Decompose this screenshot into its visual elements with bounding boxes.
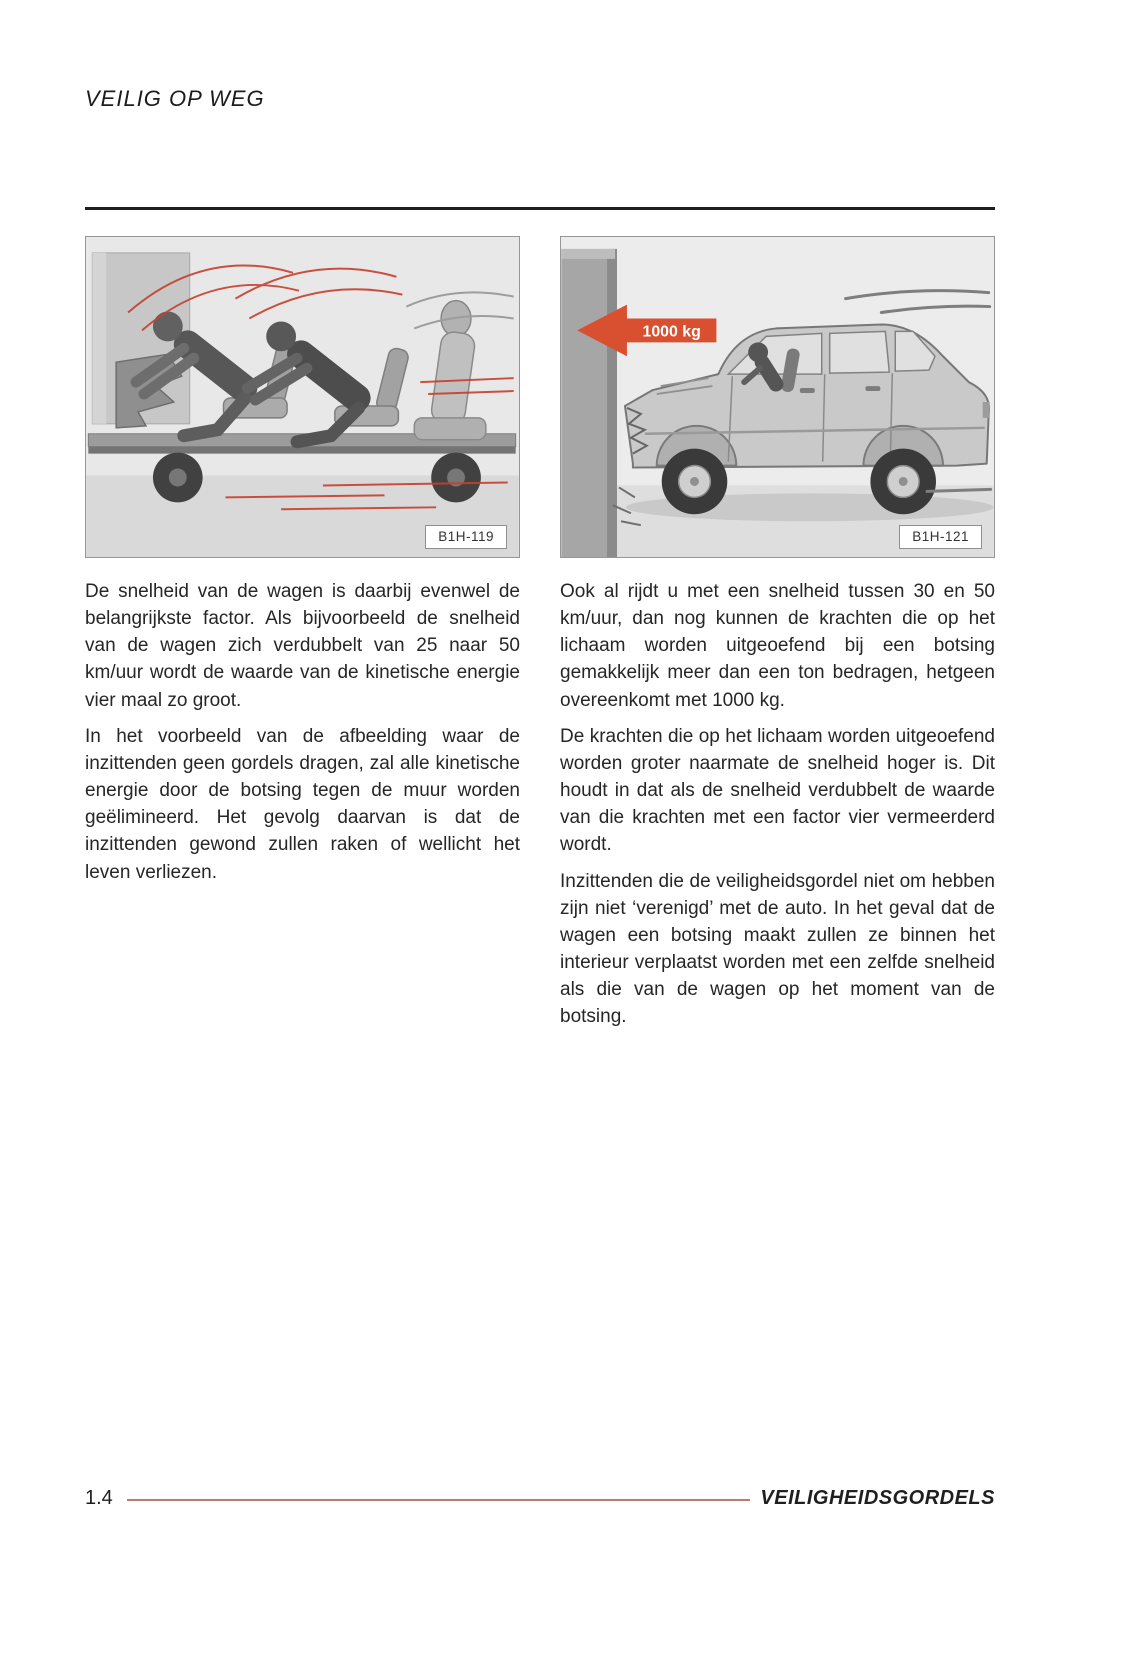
right-text-column [560,578,995,1040]
footer-section-title: VEILIGHEIDSGORDELS [760,1487,995,1509]
door-handle-rear [865,386,880,391]
footer-divider [127,1499,751,1501]
page-title: VEILIG OP WEG [85,86,265,111]
figure-code-badge: B1H-121 [899,525,982,549]
sled-test-illustration [86,237,519,557]
paragraph: In het voorbeeld van de afbeelding waar de inzittenden geen gordels dragen, zal alle kinetische energie door de botsing tegen de muur worden geëlimineerd. Het gevolg daarvan is dat de inzittenden gewond zullen raken of wellicht het leven verliezen. [85,725,520,883]
paragraph: Ook al rijdt u met een snelheid tussen 30 en 50 km/uur, dan nog kunnen de krachten die op het lichaam worden uitgeoefend bij een botsing gemakkelijk meer dan een ton bedragen, hetgeen overeenkomt met 1000 kg. [560,581,995,711]
figures-row [85,236,995,558]
rear-wheel [870,449,936,515]
force-arrow-label: 1000 kg [642,323,701,341]
figure-sled-test [85,236,520,558]
page-number: 1.4 [85,1487,113,1509]
left-text-column [85,578,520,1040]
figure-wall-crash [560,236,995,558]
tail-light [983,402,990,418]
page-footer [85,1487,995,1510]
paragraph: De snelheid van de wagen is daarbij evenwel de belangrijkste factor. Als bijvoorbeeld de snelheid van de wagen zich verdubbelt van 25 naar 50 km/uur wordt de waarde van de kinetische energie vier maal zo groot. [85,581,520,711]
paragraph: De krachten die op het lichaam worden uitgeoefend worden groter naarmate de snelheid hoger is. Dit houdt in dat als de snelheid verdubbelt de waarde van die krachten met een factor vier vermeerderd wordt. [560,725,995,856]
body-text [85,578,995,1040]
top-divider [85,207,995,210]
paragraph: Inzittenden die de veiligheidsgordel niet om hebben zijn niet ‘verenigd’ met de auto. In het geval dat de wagen een botsing maakt zullen ze binnen het interieur verplaatst worden met een zelfde snelheid als die van de wagen op het moment van de botsing. [560,870,995,1028]
crash-wall [561,249,617,557]
figure-code-badge: B1H-119 [425,525,507,549]
door-handle-front [800,388,815,393]
wall-crash-illustration [561,237,994,557]
